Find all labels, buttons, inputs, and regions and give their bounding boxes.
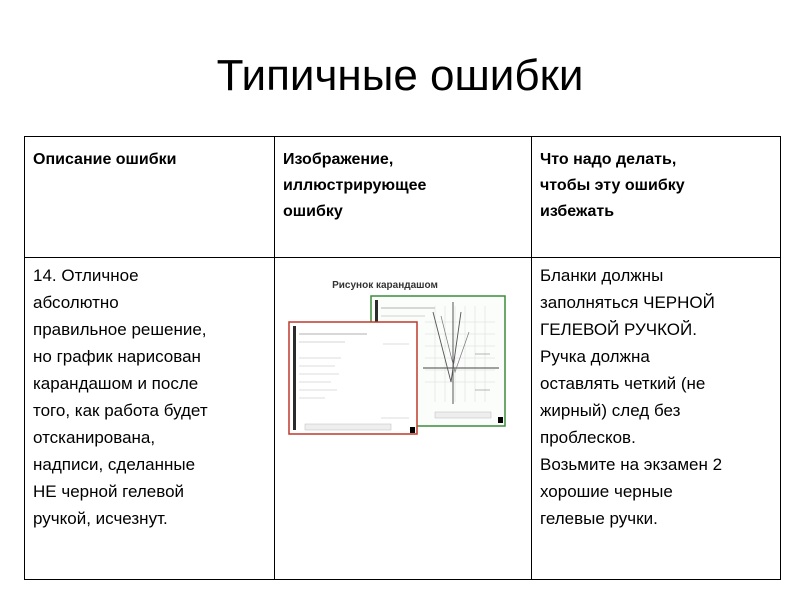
table-header-row	[25, 137, 781, 258]
slide-title: Типичные ошибки	[216, 51, 584, 100]
header-cell-image	[275, 137, 532, 258]
cell-advice	[532, 258, 781, 580]
errors-table	[24, 136, 781, 580]
answer-sheet-red	[289, 322, 417, 434]
header-advice: Что надо делать, чтобы эту ошибку избежать	[540, 151, 685, 220]
header-description: Описание ошибки	[33, 151, 177, 168]
cell-description	[25, 258, 275, 580]
illustration-caption: Рисунок карандашом	[332, 280, 438, 291]
header-cell-advice	[532, 137, 781, 258]
header-cell-description	[25, 137, 275, 258]
cell-image	[275, 258, 532, 580]
pencil-drawing-illustration	[285, 272, 511, 440]
error-description: 14. Отличное абсолютно правильное решение, но график нарисован карандашом и после того, как работа будет отсканирована, надписи, сделанные НЕ черной гелевой ручкой, исчезнут.	[33, 266, 208, 528]
header-image: Изображение, иллюстрирующее ошибку	[283, 151, 427, 220]
advice-text: Бланки должны заполняться ЧЕРНОЙ ГЕЛЕВОЙ РУЧКОЙ. Ручка должна оставлять четкий (не жирный) след без проблесков. Возьмите на экзамен 2 хорошие черные гелевые ручки.	[540, 266, 723, 528]
table-row	[25, 258, 781, 580]
